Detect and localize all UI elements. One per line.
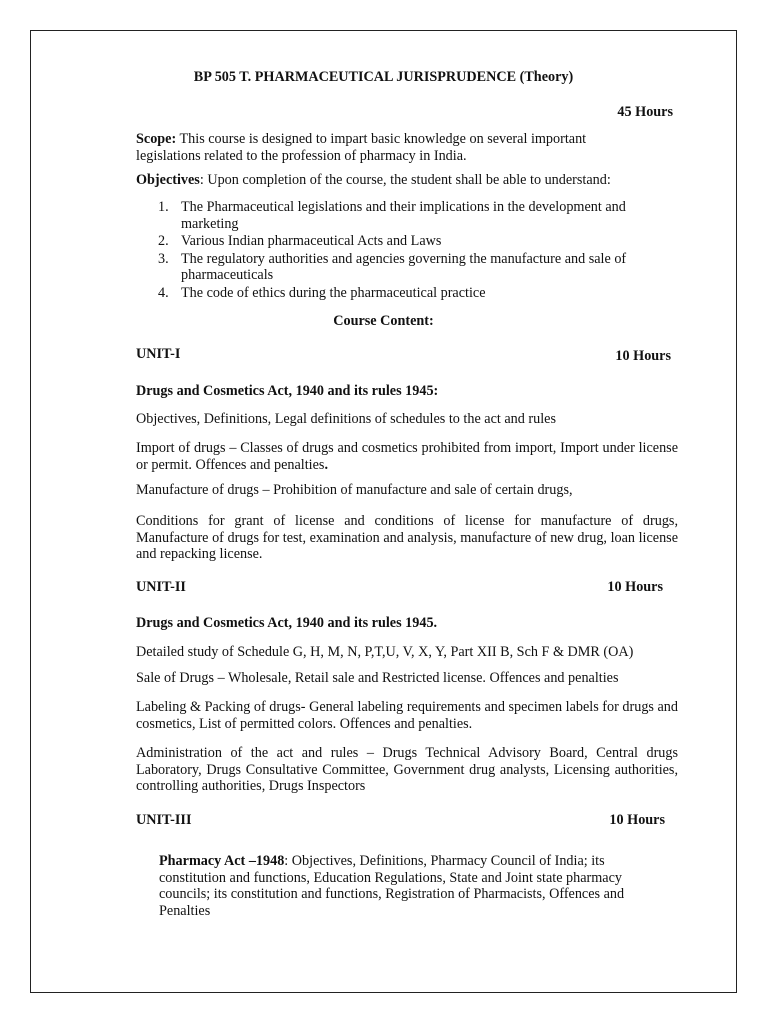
objective-number: 1. [158,199,169,215]
objective-item [136,285,646,302]
objective-number: 3. [158,250,169,267]
unit3-title: UNIT-III [136,812,192,828]
unit3-hours: 10 Hours [609,812,665,828]
objective-item [136,251,646,284]
unit2-hours: 10 Hours [607,579,663,595]
objective-text: Various Indian pharmaceutical Acts and Laws [181,233,442,249]
scope-label: Scope: [136,131,177,147]
objectives-list [136,199,646,301]
unit2-paragraph-2: Sale of Drugs – Wholesale, Retail sale and Restricted license. Offences and penalties [136,670,619,686]
unit2-paragraph-1: Detailed study of Schedule G, H, M, N, P,T,U, V, X, Y, Part XII B, Sch F & DMR (OA) [136,644,634,660]
unit3-text: : Objectives, Definitions, Pharmacy Council of India; its constitution and functions, Education Regulations, State and Joint state pharmacy councils; its constitution and functions, Registration of Pharmacists, Offences and Penalties [159,853,625,919]
objectives-label: Objectives [136,172,200,188]
unit2-paragraph-4: Administration of the act and rules – Drugs Technical Advisory Board, Central drugs Laboratory, Drugs Consultative Committee, Government drug analysts, Licensing authorities, controlling authorities, Drugs Inspectors [136,745,678,794]
unit1-paragraph-2-end: . [324,456,328,473]
unit1-paragraph-4: Conditions for grant of license and conditions of license for manufacture of drugs, Manufacture of drugs for test, examination and analysis, manufacture of new drug, loan license and repacking license. [136,513,678,562]
objective-number: 2. [158,233,169,249]
objective-number: 4. [158,284,169,301]
objective-item [136,199,646,232]
course-content-heading: Course Content: [333,313,434,329]
objective-item [136,233,646,250]
unit2-heading: Drugs and Cosmetics Act, 1940 and its rules 1945. [136,615,438,631]
objective-text: The Pharmaceutical legislations and their implications in the development and marketing [181,199,626,232]
unit2-paragraph-3: Labeling & Packing of drugs- General labeling requirements and specimen labels for drugs and cosmetics, List of permitted colors. Offences and penalties. [136,699,678,732]
unit1-title: UNIT-I [136,346,181,362]
unit1-hours: 10 Hours [615,348,671,364]
unit1-heading: Drugs and Cosmetics Act, 1940 and its rules 1945: [136,383,439,399]
unit1-paragraph-3: Manufacture of drugs – Prohibition of manufacture and sale of certain drugs, [136,482,573,498]
unit1-paragraph-1: Objectives, Definitions, Legal definitions of schedules to the act and rules [136,411,556,427]
scope-text: This course is designed to impart basic knowledge on several important legislations related to the profession of pharmacy in India. [136,131,587,164]
unit3-heading: Pharmacy Act –1948 [159,853,285,869]
objective-text: The code of ethics during the pharmaceutical practice [181,284,486,301]
unit2-title: UNIT-II [136,579,186,595]
objectives-text: : Upon completion of the course, the student shall be able to understand: [199,172,611,188]
unit1-paragraph-2-text: Import of drugs – Classes of drugs and cosmetics prohibited from import, Import under license or permit. Offences and penalties [136,440,678,473]
scope-paragraph [136,131,636,164]
course-title: BP 505 T. PHARMACEUTICAL JURISPRUDENCE (Theory) [193,69,574,85]
objectives-paragraph [136,172,676,189]
unit3-paragraph [159,853,659,919]
objective-text: The regulatory authorities and agencies governing the manufacture and sale of pharmaceuticals [181,250,627,283]
total-hours: 45 Hours [617,104,673,120]
unit1-paragraph-2 [136,440,678,473]
